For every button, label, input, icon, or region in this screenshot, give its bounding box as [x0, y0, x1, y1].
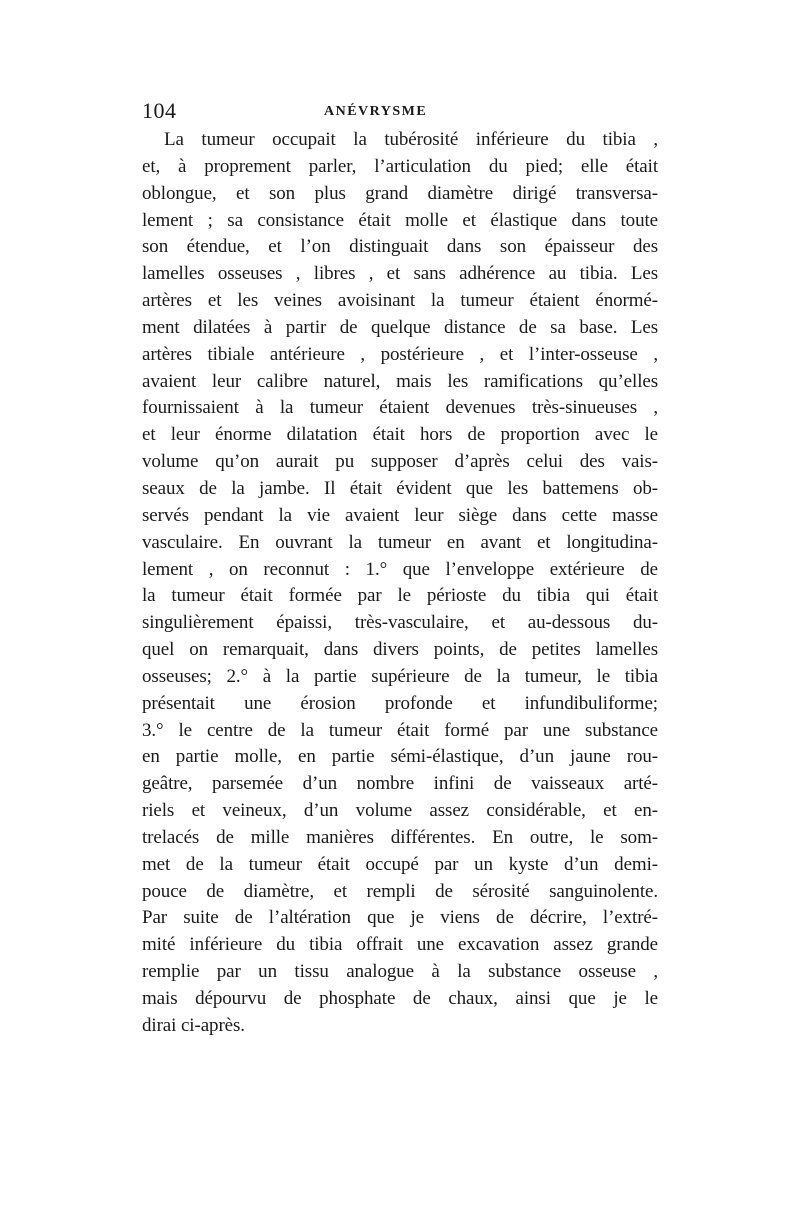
text-line: pouce de diamètre, et rempli de sérosité sanguinolente. [142, 880, 658, 902]
page-header [142, 98, 662, 128]
text-line: fournissaient à la tumeur étaient devenues très-sinueuses , [142, 397, 658, 419]
text-line: vasculaire. En ouvrant la tumeur en avant et longitudina- [142, 531, 658, 553]
text-line: seaux de la jambe. Il était évident que les battemens ob- [142, 477, 658, 499]
text-line: singulièrement épaissi, très-vasculaire, et au-dessous du- [142, 612, 658, 634]
text-line: 3.° le centre de la tumeur était formé par une substance [142, 719, 658, 741]
text-line: trelacés de mille manières différentes. En outre, le som- [142, 826, 658, 848]
text-line: avaient leur calibre naturel, mais les ramifications qu’elles [142, 370, 658, 392]
text-line: la tumeur était formée par le périoste du tibia qui était [142, 585, 658, 607]
text-line: son étendue, et l’on distinguait dans son épaisseur des [142, 236, 658, 258]
page-number: 104 [142, 98, 177, 123]
text-line: remplie par un tissu analogue à la substance osseuse , [142, 961, 658, 983]
text-line: et leur énorme dilatation était hors de proportion avec le [142, 424, 658, 446]
text-line: en partie molle, en partie sémi-élastique, d’un jaune rou- [142, 746, 658, 768]
body-paragraph [142, 127, 658, 1040]
text-line: La tumeur occupait la tubérosité inférieure du tibia , [164, 129, 658, 150]
text-line: volume qu’on aurait pu supposer d’après celui des vais- [142, 451, 658, 473]
text-line: quel on remarquait, dans divers points, de petites lamelles [142, 639, 658, 661]
text-line: lement ; sa consistance était molle et élastique dans toute [142, 209, 658, 231]
text-line: geâtre, parsemée d’un nombre infini de vaisseaux arté- [142, 773, 658, 795]
text-line: mité inférieure du tibia offrait une excavation assez grande [142, 934, 658, 956]
text-line: dirai ci-après. [142, 1014, 245, 1036]
text-line: lamelles osseuses , libres , et sans adhérence au tibia. Les [142, 263, 658, 285]
text-line: ment dilatées à partir de quelque distance de sa base. Les [142, 316, 658, 338]
text-line: servés pendant la vie avaient leur siège dans cette masse [142, 504, 658, 526]
text-line: lement , on reconnut : 1.° que l’enveloppe extérieure de [142, 558, 658, 580]
text-line: et, à proprement parler, l’articulation du pied; elle était [142, 155, 658, 177]
text-line: artères et les veines avoisinant la tumeur étaient énormé- [142, 290, 658, 312]
text-line: met de la tumeur était occupé par un kyste d’un demi- [142, 853, 658, 875]
running-head: ANÉVRYSME [324, 104, 428, 119]
text-line: artères tibiale antérieure , postérieure , et l’inter-osseuse , [142, 343, 658, 365]
text-line: osseuses; 2.° à la partie supérieure de la tumeur, le tibia [142, 665, 658, 687]
text-line: oblongue, et son plus grand diamètre dirigé transversa- [142, 182, 658, 204]
text-line: riels et veineux, d’un volume assez considérable, et en- [142, 800, 658, 822]
text-line: présentait une érosion profonde et infundibuliforme; [142, 692, 658, 714]
text-line: mais dépourvu de phosphate de chaux, ainsi que je le [142, 988, 658, 1009]
text-line: Par suite de l’altération que je viens de décrire, l’extré- [142, 907, 658, 929]
